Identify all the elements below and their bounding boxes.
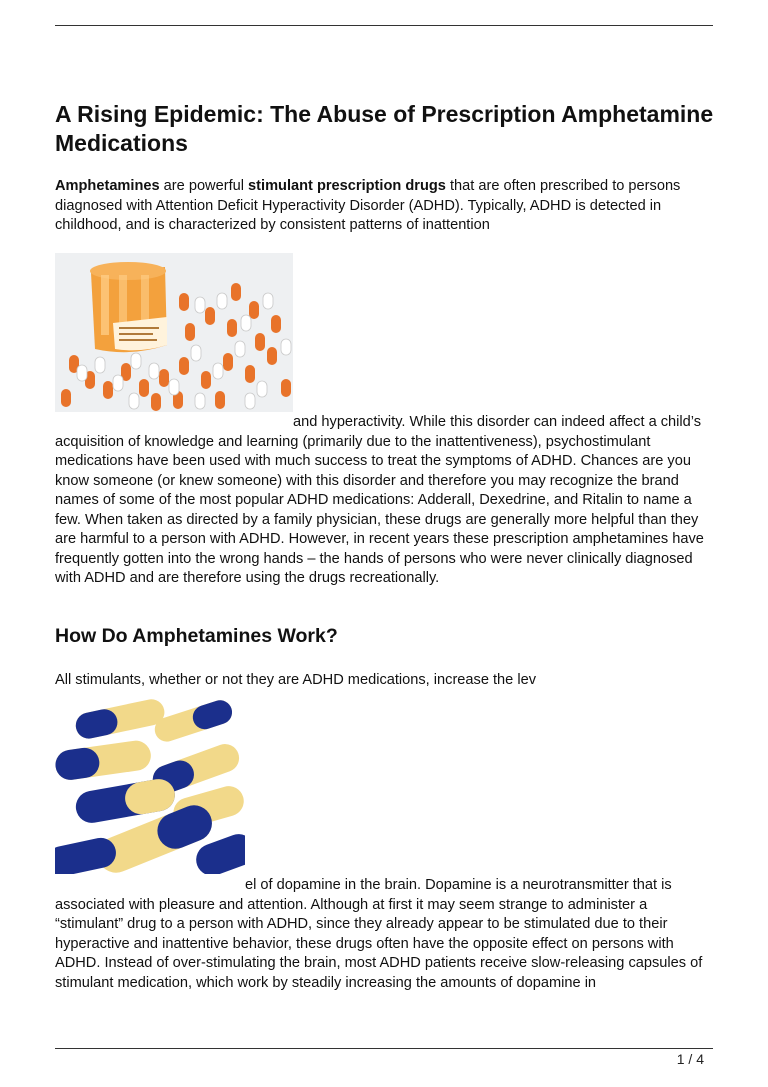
footer-rule bbox=[55, 1048, 713, 1049]
pill-bottle-image bbox=[55, 253, 293, 412]
header-rule bbox=[55, 25, 713, 26]
body-text-1: and hyperactivity. While this disorder can indeed affect a child’s acquisition of knowledge and learning (primarily due to the inattentiveness), psychostimulant medications have been used with much success to treat the symptoms of ADHD. Chances are you know someone (or knew someone) with this disorder and therefore you may recognize the brand names of some of the most popular ADHD medications: Adderall, Dexedrine, and Ritalin to name a few. When taken as directed by a family physician, these drugs are generally more helpful than they are harmful to a person with ADHD. However, in recent years these prescription amphetamines have frequently gotten into the wrong hands – the hands of persons who were never clinically diagnosed with ADHD and are therefore using the drugs recreationally. bbox=[55, 414, 704, 586]
body-text-2: el of dopamine in the brain. Dopamine is a neurotransmitter that is associated with pleasure and attention. Although at first it may seem strange to administer a “stimulant” drug to a person with ADHD, since they already appear to be stimulated due to their hyperactive and inattentive behavior, these drugs often have the opposite effect on persons with ADHD. Instead of over-stimulating the brain, most ADHD patients receive slow-releasing capsules of stimulant medication, which work by steadily increasing the amounts of dopamine in bbox=[55, 877, 703, 991]
body-paragraph-2 bbox=[55, 876, 717, 993]
section-intro: All stimulants, whether or not they are ADHD medications, increase the lev bbox=[55, 672, 537, 688]
article-title: A Rising Epidemic: The Abuse of Prescription Amphetamine Medications bbox=[55, 101, 714, 156]
term-amphetamines: Amphetamines bbox=[55, 178, 160, 194]
term-stimulant-drugs: stimulant prescription drugs bbox=[248, 178, 446, 194]
intro-text-2: that are often prescribed to persons diagnosed with Attention Deficit Hyperactivity Disorder (ADHD). Typically, ADHD is detected in childhood, and is characterized by consistent patterns of inattention bbox=[55, 178, 681, 233]
section-heading: How Do Amphetamines Work? bbox=[55, 625, 338, 647]
pill-bottle bbox=[90, 262, 167, 352]
page-number: 1 / 4 bbox=[676, 1051, 704, 1067]
intro-paragraph bbox=[55, 177, 717, 236]
body-paragraph-1 bbox=[55, 413, 717, 589]
intro-text-1: are powerful bbox=[159, 178, 249, 194]
capsules-image bbox=[55, 689, 245, 874]
